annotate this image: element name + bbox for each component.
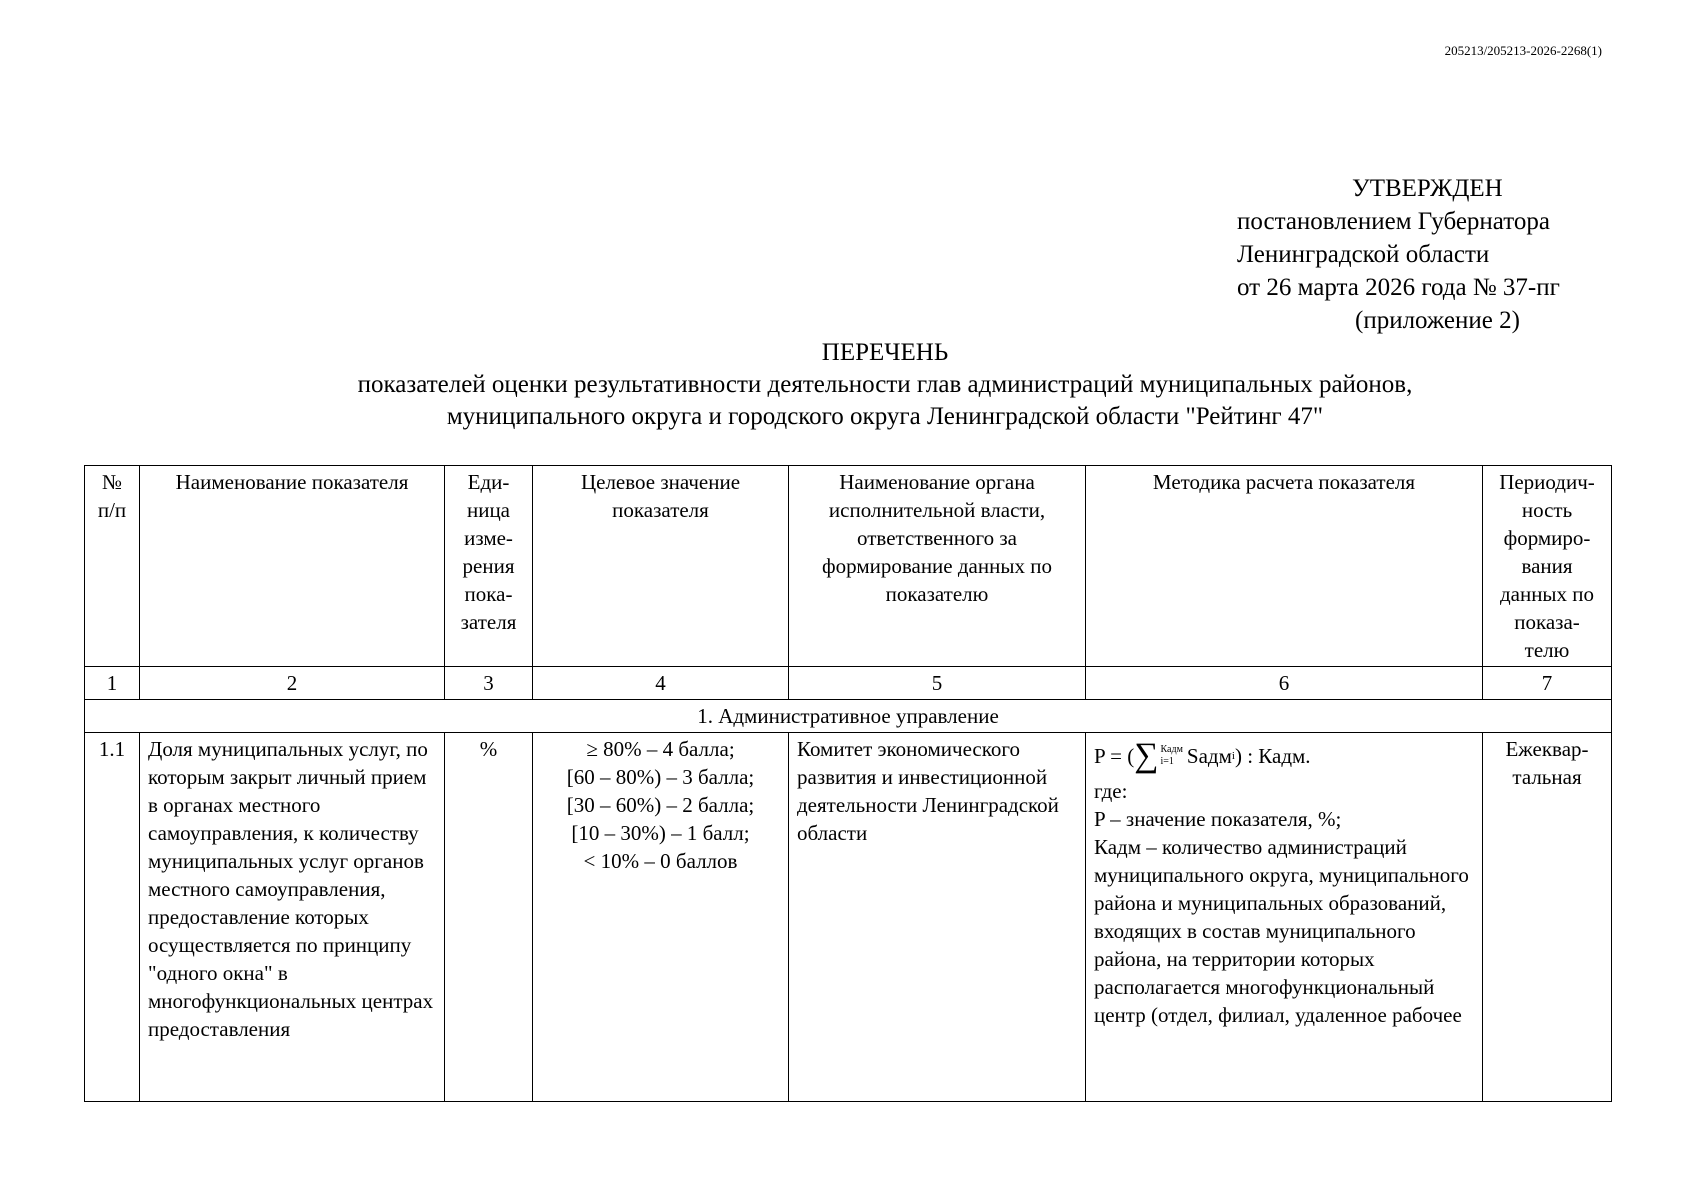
formula-right: ) : Кадм.	[1234, 744, 1311, 768]
target-line: ≥ 80% – 4 балла;	[586, 737, 735, 761]
table-header-row	[85, 466, 1612, 667]
title-line-1: ПЕРЕЧЕНЬ	[821, 339, 949, 366]
row-authority: Комитет экономического развития и инвестиционной деятельности Ленинградской области	[789, 733, 1086, 1102]
header-unit: Еди- ница изме- рения пока- зателя	[445, 466, 533, 667]
section-row	[85, 700, 1612, 733]
column-number: 7	[1483, 667, 1612, 700]
column-number: 1	[85, 667, 140, 700]
method-line: где:	[1094, 779, 1128, 803]
method-line: Кадм – количество администраций муниципального округа, муниципального района и муниципальных образований, входящих в состав муниципального района, на территории которых располагается многофункциональный центр (отдел, филиал, удаленное рабочее	[1094, 835, 1469, 1027]
title-line-3: муниципального округа и городского округа Ленинградской области "Рейтинг 47"	[446, 403, 1324, 430]
column-numbers-row	[85, 667, 1612, 700]
calculation-formula	[1094, 735, 1474, 777]
column-number: 2	[140, 667, 445, 700]
target-line: [30 – 60%) – 2 балла;	[566, 793, 755, 817]
approval-line-1: УТВЕРЖДЕН	[1352, 175, 1503, 202]
header-number: № п/п	[85, 466, 140, 667]
row-indicator-name	[140, 733, 445, 1102]
formula-superscript: i	[1231, 750, 1235, 762]
target-line: < 10% – 0 баллов	[583, 849, 738, 873]
indicators-table	[84, 465, 1612, 1102]
column-number: 3	[445, 667, 533, 700]
approval-line-3: Ленинградской области	[1237, 241, 1490, 268]
header-target-value: Целевое значение показателя	[533, 466, 789, 667]
section-title: 1. Административное управление	[85, 700, 1612, 733]
row-period: Ежеквар- тальная	[1483, 733, 1612, 1102]
column-number: 6	[1086, 667, 1483, 700]
target-line: [60 – 80%) – 3 балла;	[566, 765, 755, 789]
approval-line-2: постановлением Губернатора	[1237, 208, 1550, 235]
document-title	[0, 337, 1697, 433]
formula-limits	[1161, 744, 1183, 768]
row-indicator-text: Доля муниципальных услуг, по которым закрыт личный прием в органах местного самоуправления, к количеству муниципальных услуг органов местного самоуправления, предоставление которых осуществляется по принципу "одного окна" в многофункциональных центрах предоставления	[148, 737, 434, 1041]
row-number: 1.1	[85, 733, 140, 1102]
header-method: Методика расчета показателя	[1086, 466, 1483, 667]
header-indicator-name: Наименование показателя	[140, 466, 445, 667]
formula-lower-limit: i=1	[1160, 756, 1174, 767]
formula-body: Sадм	[1186, 744, 1232, 768]
column-number: 5	[789, 667, 1086, 700]
approval-stamp	[1237, 172, 1560, 337]
row-method	[1086, 733, 1483, 1102]
header-period: Периодич- ность формиро- вания данных по показа- телю	[1483, 466, 1612, 667]
target-line: [10 – 30%) – 1 балл;	[571, 821, 750, 845]
sum-icon: ∑	[1134, 737, 1159, 774]
method-line: P – значение показателя, %;	[1094, 807, 1342, 831]
formula-upper-limit: Кадм	[1160, 744, 1183, 755]
document-number: 205213/205213-2026-2268(1)	[1444, 43, 1602, 58]
row-target-value	[533, 733, 789, 1102]
column-number: 4	[533, 667, 789, 700]
table-row	[85, 733, 1612, 1102]
title-line-2: показателей оценки результативности деятельности глав администраций муниципальных районов,	[357, 371, 1413, 398]
approval-line-5: (приложение 2)	[1355, 307, 1520, 334]
approval-line-4: от 26 марта 2026 года № 37-пг	[1237, 274, 1560, 301]
formula-left: P = (	[1094, 744, 1135, 768]
row-unit: %	[445, 733, 533, 1102]
header-authority: Наименование органа исполнительной власти, ответственного за формирование данных по показателю	[789, 466, 1086, 667]
